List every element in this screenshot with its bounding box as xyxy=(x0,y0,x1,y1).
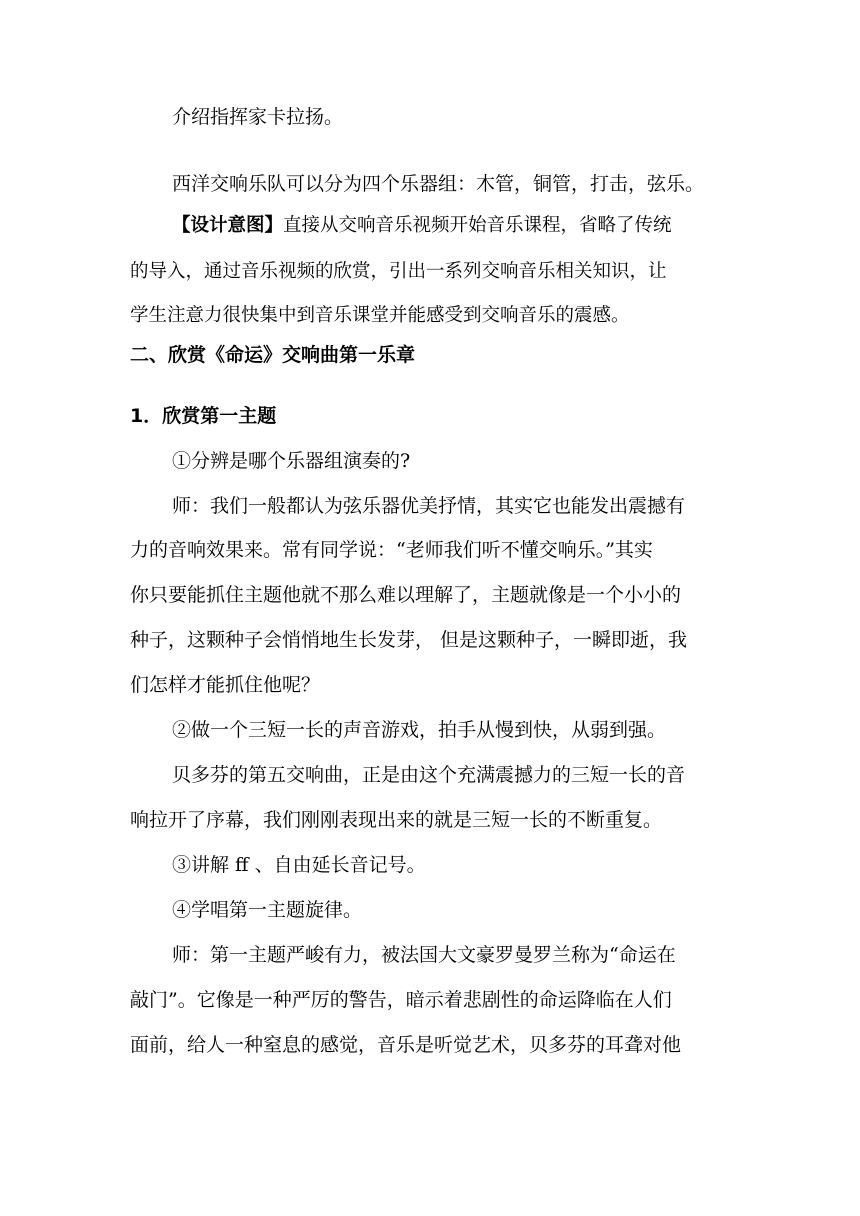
subsection-heading: 1．欣赏第一主题 xyxy=(130,405,277,427)
paragraph-line: 的导入，通过音乐视频的欣赏，引出一系列交响音乐相关知识，让 xyxy=(130,261,667,282)
paragraph-line: ④学唱第一主题旋律。 xyxy=(172,899,363,921)
design-intent-line xyxy=(172,214,672,238)
paragraph-line: 面前，给人一种窒息的感觉，音乐是听觉艺术，贝多芬的耳聋对他 xyxy=(130,1034,682,1056)
design-intent-label: 【设计意图】 xyxy=(172,215,284,236)
paragraph-line: 响拉开了序幕，我们刚刚表现出来的就是三短一长的不断重复。 xyxy=(130,809,663,831)
paragraph-line: 介绍指挥家卡拉扬。 xyxy=(172,106,344,128)
section-heading: 二、欣赏《命运》交响曲第一乐章 xyxy=(130,344,416,366)
paragraph-line: ③讲解 ff 、自由延长音记号。 xyxy=(172,854,426,876)
paragraph-line: 你只要能抓住主题他就不那么难以理解了，主题就像是一个小小的 xyxy=(130,584,682,606)
paragraph-line: ②做一个三短一长的声音游戏，拍手从慢到快，从弱到强。 xyxy=(172,719,667,741)
paragraph-line: ①分辨是哪个乐器组演奏的? xyxy=(172,450,411,472)
design-intent-text: 直接从交响音乐视频开始音乐课程，省略了传统 xyxy=(283,215,672,236)
paragraph-line: 贝多芬的第五交响曲，正是由这个充满震撼力的三短一长的音 xyxy=(172,764,686,786)
paragraph-line: 力的音响效果来。常有同学说：“老师我们听不懂交响乐。”其实 xyxy=(130,539,653,561)
paragraph-line: 师：我们一般都认为弦乐器优美抒情，其实它也能发出震撼有 xyxy=(172,495,686,517)
paragraph-line: 师：第一主题严峻有力，被法国大文豪罗曼罗兰称为“命运在 xyxy=(172,944,676,966)
paragraph-line: 敲门”。它像是一种严厉的警告，暗示着悲剧性的命运降临在人们 xyxy=(130,989,672,1011)
paragraph-line: 西洋交响乐队可以分为四个乐器组：木管，铜管，打击，弦乐。 xyxy=(172,173,705,195)
paragraph-line: 学生注意力很快集中到音乐课堂并能感受到交响音乐的震感。 xyxy=(130,305,630,326)
paragraph-line: 种子，这颗种子会悄悄地生长发芽， 但是这颗种子，一瞬即逝，我 xyxy=(130,629,688,651)
paragraph-line: 们怎样才能抓住他呢？ xyxy=(130,674,321,696)
